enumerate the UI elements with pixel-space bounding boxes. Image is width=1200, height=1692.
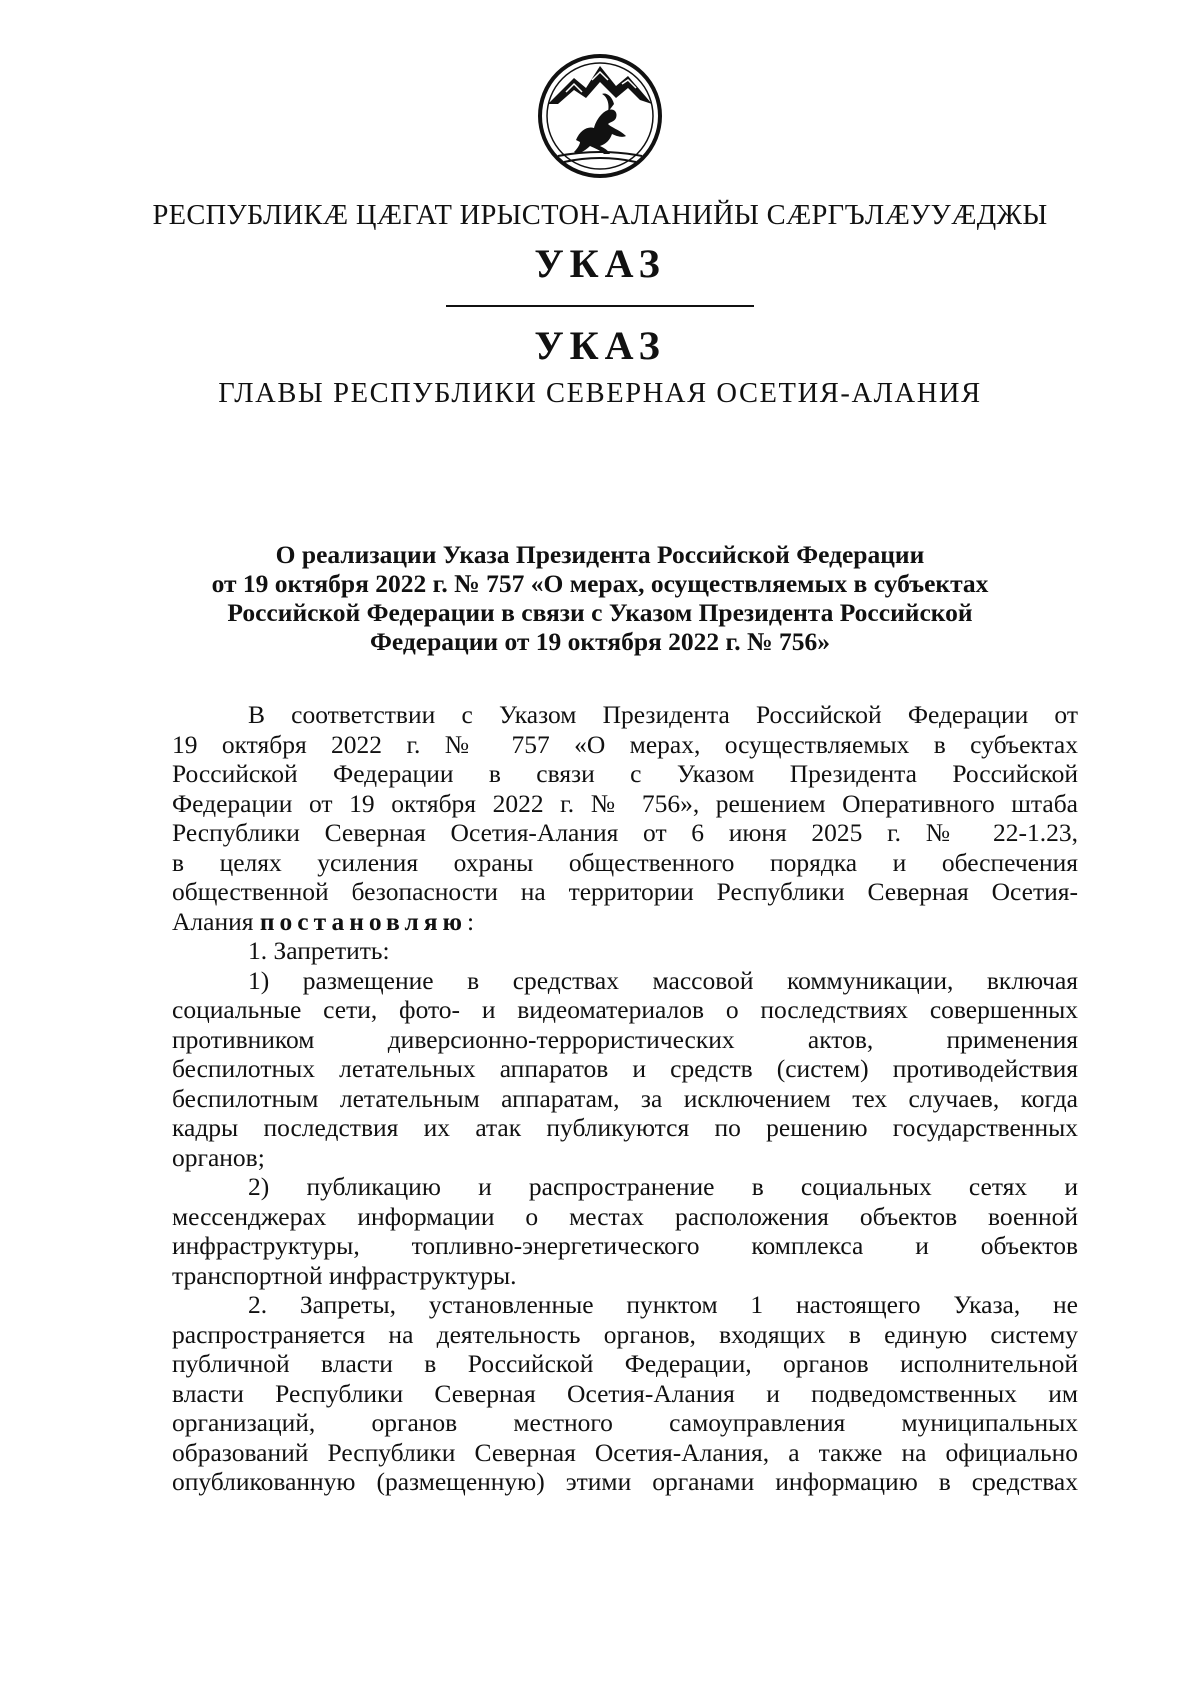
ukaz-title-russian: УКАЗ (534, 323, 666, 368)
item2-line: опубликованную (размещенную) этими органами информацию в средствах (172, 1467, 1078, 1496)
title-line: О реализации Указа Президента Российской Федерации (275, 540, 925, 569)
preamble-line: в целях усиления охраны общественного порядка и обеспечения (172, 847, 1078, 877)
item1-1-line: 1) размещение в средствах массовой коммуникации, включая (248, 965, 1078, 995)
preamble-line: Федерации от 19 октября 2022 г. № 756», решением Оперативного штаба (172, 788, 1078, 818)
item1-1-line: органов; (172, 1142, 265, 1172)
decree-title (170, 540, 1030, 656)
item2-line: власти Республики Северная Осетия-Алания и подведомственных им (172, 1378, 1078, 1408)
item1-2-line: инфраструктуры, топливно-энергетического комплекса и объектов (172, 1231, 1078, 1260)
title-line: Федерации от 19 октября 2022 г. № 756» (369, 627, 831, 656)
resolve-word: постановляю (259, 906, 468, 936)
preamble-end: Алания (172, 906, 254, 936)
item2-line: организаций, органов местного самоуправления муниципальных (172, 1408, 1078, 1437)
russian-header-line: ГЛАВЫ РЕСПУБЛИКИ СЕВЕРНАЯ ОСЕТИЯ-АЛАНИЯ (218, 378, 982, 409)
item1-heading: 1. Запретить: (248, 936, 390, 965)
title-line: от 19 октября 2022 г. № 757 «О мерах, осуществляемых в субъектах (211, 569, 989, 598)
item2-line: образований Республики Северная Осетия-Алания, а также на официально (172, 1437, 1078, 1467)
item1-1-line: беспилотным летательным аппаратам, за исключением тех случаев, когда (172, 1083, 1078, 1113)
item1-1-line: беспилотных летательных аппаратов и средств (систем) противодействия (172, 1054, 1078, 1083)
item1-2-line: 2) публикацию и распространение в социальных сетях и (248, 1172, 1078, 1201)
resolve-colon: : (467, 906, 475, 936)
preamble-line: Республики Северная Осетия-Алания от 6 июня 2025 г. № 22-1.23, (172, 818, 1078, 847)
preamble-line: В соответствии с Указом Президента Российской Федерации от (248, 700, 1078, 729)
preamble-line: 19 октября 2022 г. № 757 «О мерах, осуществляемых в субъектах (172, 729, 1078, 759)
item1-2-line: транспортной инфраструктуры. (172, 1260, 517, 1290)
title-line: Российской Федерации в связи с Указом Президента Российской (227, 598, 973, 627)
item1-2-line: мессенджерах информации о местах расположения объектов военной (172, 1201, 1078, 1231)
ossetian-header-line: РЕСПУБЛИКӔ ЦӔГАТ ИРЫСТОН-АЛАНИЙЫ СӔРГЪЛӔУУӔДЖЫ (152, 200, 1048, 231)
preamble-line: общественной безопасности на территории Республики Северная Осетия- (172, 877, 1078, 906)
item2-line: 2. Запреты, установленные пунктом 1 настоящего Указа, не (248, 1290, 1078, 1319)
item1-1-line: социальные сети, фото- и видеоматериалов о последствиях совершенных (172, 995, 1078, 1024)
item1-1-line: кадры последствия их атак публикуются по решению государственных (172, 1113, 1078, 1142)
preamble-closing-line (172, 907, 1078, 937)
ukaz-title-ossetian: УКАЗ (534, 241, 666, 286)
item2-line: публичной власти в Российской Федерации, органов исполнительной (172, 1349, 1078, 1378)
coat-of-arms-emblem (536, 52, 664, 180)
item1-1-line: противником диверсионно-террористических актов, применения (172, 1024, 1078, 1054)
decree-body (172, 700, 1078, 1497)
header-divider (446, 305, 754, 307)
item2-line: распространяется на деятельность органов, входящих в единую систему (172, 1319, 1078, 1349)
preamble-line: Российской Федерации в связи с Указом Президента Российской (172, 759, 1078, 788)
